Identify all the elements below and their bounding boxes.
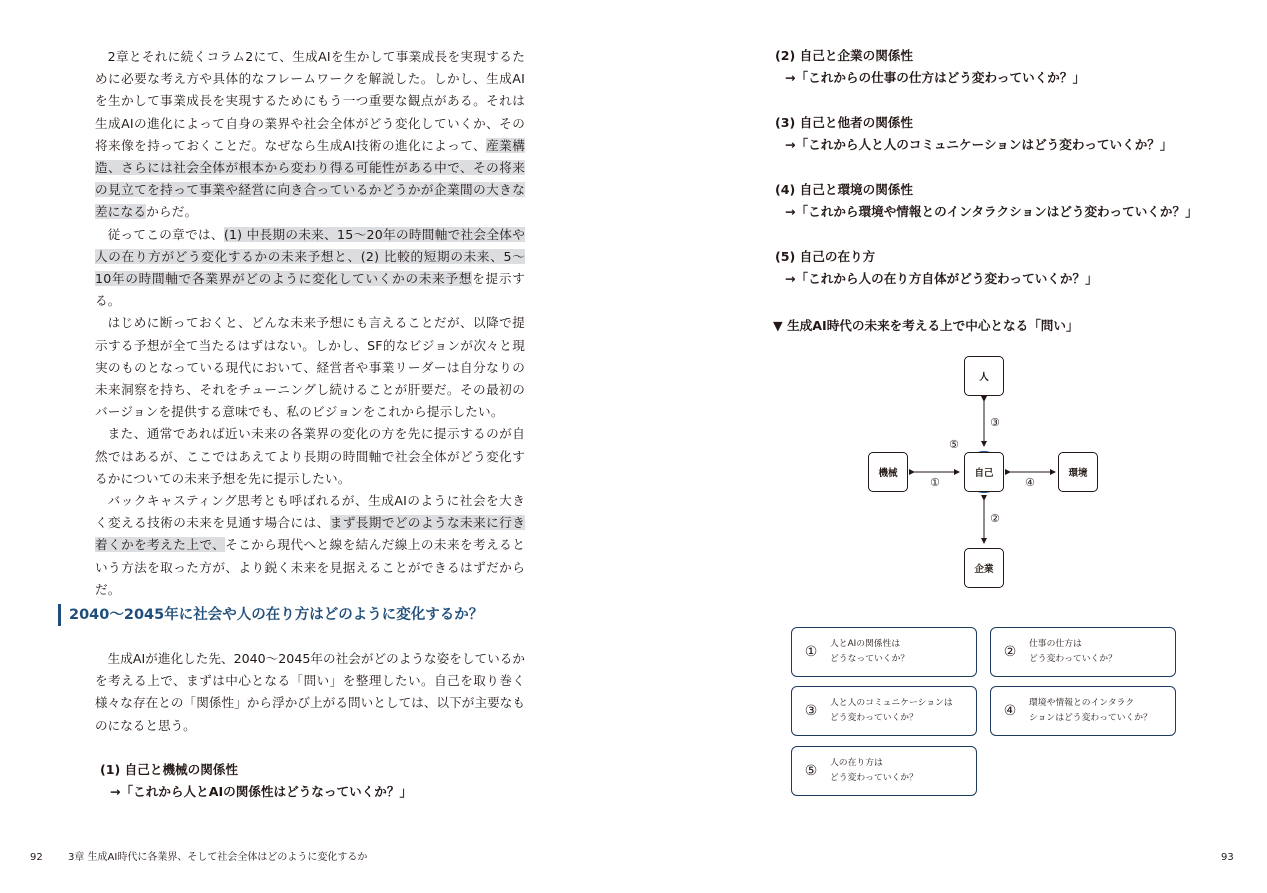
node-label: 自己 [974, 468, 994, 479]
highlighted-text: 産業構造、さらには社会全体が根本から変わり得る可能性がある中で、その将来の見立てを持って事業や経営に向き合っているかどうかが企業間の大きな差になる [95, 137, 525, 220]
edge-label-1: ① [930, 476, 940, 489]
body-text-span: また、通常であれば近い未来の各業界の変化の方を先に提示するのが自然ではあるが、ここではあえてより長期の時間軸で社会全体がどう変化するかについての未来予想を先に提示したい。 [95, 426, 525, 486]
right-page [633, 0, 1267, 893]
question-text: →「これから人の在り方自体がどう変わっていくか？」 [785, 271, 1098, 286]
left-page [0, 0, 633, 893]
question-item-1 [100, 759, 412, 803]
card-line: どう変わっていくか？ [830, 713, 918, 723]
section-body [95, 648, 525, 737]
card-text [830, 756, 918, 786]
edge-label-3: ③ [990, 416, 1000, 429]
edge-label-2: ② [990, 512, 1000, 525]
card-number: ⑤ [804, 763, 818, 779]
section-heading: 2040～2045年に社会や人の在り方はどのように変化するか？ [58, 604, 539, 626]
node-label: 人 [979, 372, 989, 383]
card-text [1029, 696, 1152, 726]
question-card-5 [791, 746, 977, 796]
question-item-2 [775, 45, 1085, 89]
body-text-span: 2章とそれに続くコラム2にて、生成AIを生かして事業成長を実現するために必要な考え方や具体的なフレームワークを解説した。しかし、生成AIを生かして事業成長を実現するためにもう一つ重要な観点がある。それは生成AIの進化によって自身の業界や社会全体がどう変化していくか、その将来像を持っておくことだ。なぜなら生成AI技術の進化によって、 [95, 49, 525, 153]
highlighted-text: (1) 中長期の未来、15～20年の時間軸で社会全体や人の在り方がどう変化するかの未来予想と、(2) 比較的短期の未来、5～10年の時間軸で各業界がどのように変化していくかの未来予想 [95, 226, 525, 287]
card-line: 仕事の仕方は [1029, 639, 1082, 649]
edge-label-5: ⑤ [949, 438, 959, 451]
body-text-span: はじめに断っておくと、どんな未来予想にも言えることだが、以降で提示する予想が全て当たるはずはない。しかし、SF的なビジョンが次々と現実のものとなっている現代において、経営者や事業リーダーは自分なりの未来洞察を持ち、それをチューニングし続けることが肝要だ。その最初のバージョンを提供する意味でも、私のビジョンをこれから提示したい。 [95, 315, 525, 420]
card-number: ① [804, 644, 818, 660]
body-text-span: からだ。 [146, 204, 198, 220]
node-environment [1058, 452, 1098, 492]
question-card-3 [791, 686, 977, 736]
node-person [964, 356, 1004, 396]
body-text-span: バックキャスティング思考とも呼ばれるが、生成AIのように社会を大きく変える技術の未来を見通す場合には、 [95, 493, 525, 531]
edge-label-4: ④ [1025, 476, 1035, 489]
card-line: 人と人のコミュニケーションは [830, 698, 953, 708]
question-text: →「これから環境や情報とのインタラクションはどう変わっていくか？」 [785, 204, 1198, 219]
body-paragraph [95, 423, 525, 490]
question-title: (2) 自己と企業の関係性 [775, 48, 914, 63]
question-title: (5) 自己の在り方 [775, 249, 876, 264]
question-card-2 [990, 627, 1176, 677]
card-line: 人とAIの関係性は [830, 639, 901, 649]
body-paragraph [95, 224, 525, 313]
card-number: ② [1003, 644, 1017, 660]
card-number: ④ [1003, 703, 1017, 719]
question-title: (3) 自己と他者の関係性 [775, 115, 914, 130]
node-machine [868, 452, 908, 492]
body-text-span: 従ってこの章では、 [107, 226, 224, 242]
highlighted-text: まず長期でどのような未来に行き着くかを考えた上で、 [95, 515, 526, 553]
body-paragraph [95, 312, 525, 423]
card-line: ションはどう変わっていくか？ [1029, 713, 1152, 723]
question-item-3 [775, 112, 1172, 156]
question-title: (1) 自己と機械の関係性 [100, 762, 239, 777]
page-number: 92 [30, 852, 43, 863]
question-text: →「これから人とAIの関係性はどうなっていくか？」 [110, 784, 413, 799]
intro-body-text [95, 46, 525, 601]
body-text-span: そこから現代へと線を結んだ線上の未来を考えるという方法を取った方が、より鋭く未来を見据えることができるはずだからだ。 [95, 537, 525, 597]
figure-title: ▼ 生成AI時代の未来を考える上で中心となる「問い」 [773, 318, 1079, 333]
question-card-4 [990, 686, 1176, 736]
page-number: 93 [1221, 852, 1234, 863]
question-text: →「これからの仕事の仕方はどう変わっていくか？」 [785, 70, 1086, 85]
running-footer-title: 3章 生成AI時代に各業界、そして社会全体はどのように変化するか [68, 852, 368, 863]
question-card-1 [791, 627, 977, 677]
question-item-4 [775, 179, 1198, 223]
question-item-5 [775, 246, 1098, 290]
question-title: (4) 自己と環境の関係性 [775, 182, 914, 197]
card-line: 環境や情報とのインタラク [1029, 698, 1135, 708]
node-label: 企業 [974, 564, 994, 575]
body-paragraph [95, 490, 525, 601]
node-company [964, 548, 1004, 588]
body-paragraph [95, 46, 525, 224]
card-line: 人の在り方は [830, 758, 883, 768]
question-text: →「これから人と人のコミュニケーションはどう変わっていくか？」 [785, 137, 1173, 152]
card-line: どう変わっていくか？ [1029, 654, 1117, 664]
body-text-span: を提示する。 [95, 271, 525, 309]
section-paragraph: 生成AIが進化した先、2040～2045年の社会がどのような姿をしているかを考える上で、まずは中心となる「問い」を整理したい。自己を取り巻く様々な存在との「関係性」から浮かび上がる問いとしては、以下が主要なものになると思う。 [95, 651, 526, 733]
card-number: ③ [804, 703, 818, 719]
node-label: 機械 [878, 468, 898, 479]
card-text [1029, 637, 1117, 667]
card-text [830, 637, 909, 667]
card-line: どうなっていくか？ [830, 654, 910, 664]
card-line: どう変わっていくか？ [830, 773, 918, 783]
card-text [830, 696, 953, 726]
node-label: 環境 [1068, 468, 1088, 479]
node-self [964, 452, 1004, 492]
